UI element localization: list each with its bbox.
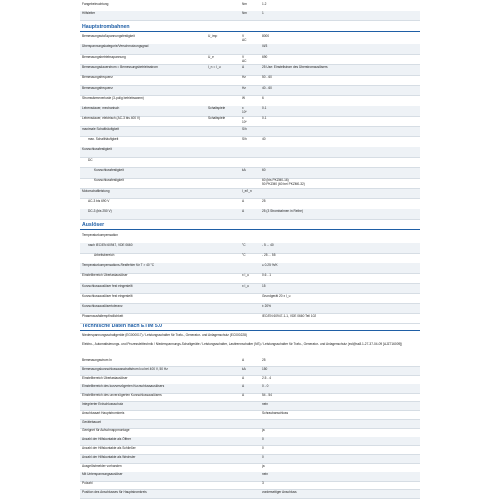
spec-label: Bemessungsstrom In	[82, 358, 112, 362]
spec-row	[80, 233, 420, 244]
spec-value: 25	[262, 358, 266, 362]
spec-value: 25 Use: Einstellstrom des Überstromauslösers	[262, 64, 328, 69]
section-title-hauptstrombahnen: Hauptstrombahnen	[82, 24, 130, 30]
spec-unit: I_e/I_n	[242, 188, 252, 193]
spec-label: Einstellbereich Überlastauslöser	[82, 273, 128, 278]
spec-unit: A	[242, 375, 245, 380]
spec-label: Mit Unterspannungsauslöser	[82, 472, 123, 477]
spec-unit: V AC	[242, 54, 247, 63]
spec-label: Überspannungskategorie/Verschmutzungsgrad	[82, 44, 149, 49]
spec-row	[80, 199, 420, 210]
section-divider	[80, 330, 420, 331]
spec-label: Einstellbereich Überlastauslöser	[82, 375, 128, 380]
spec-label: Temperaturkompensation	[82, 233, 118, 237]
spec-label: Motorschaltleistung	[82, 188, 110, 193]
spec-value: 8000	[262, 34, 270, 38]
spec-value: - 25 ... 55	[262, 253, 276, 258]
spec-symbol: I_n = I_u	[208, 64, 221, 69]
spec-row	[80, 253, 420, 264]
spec-unit: V AC	[242, 34, 247, 42]
spec-value: 0 - 0	[262, 384, 269, 389]
spec-row	[80, 44, 420, 55]
spec-unit: S/h	[242, 126, 247, 131]
spec-row	[80, 294, 420, 305]
section-title-etim: Technische Daten nach ETIM 5.0	[82, 323, 163, 329]
spec-unit: x 10⁶	[242, 106, 247, 115]
spec-value: 60 (bis PKZM0-16) 50 PKZM0 (60 bei PKZM0-32)	[262, 178, 305, 187]
spec-value: 0	[262, 454, 264, 459]
spec-row	[80, 116, 420, 127]
spec-value: 50 - 60	[262, 75, 272, 80]
spec-row	[80, 147, 420, 158]
spec-unit: °C	[242, 243, 246, 248]
spec-unit: A	[242, 64, 245, 69]
section-divider	[80, 229, 420, 230]
spec-unit: Nm	[242, 11, 247, 15]
spec-label: Bemessungsfrequenz	[82, 75, 113, 80]
spec-label: Anzahl der Hilfskontakte als Wechsler	[82, 454, 136, 459]
spec-label: DC	[88, 157, 93, 162]
spec-value: Grundgerät 20 x I_u	[262, 293, 291, 298]
spec-symbol: Schaltspiele	[208, 106, 226, 111]
spec-value: Schraubanschluss	[262, 410, 289, 415]
spec-label: Bemessungskurzschlussausschaltstrom Icu bei 400 V, 50 Hz	[82, 366, 168, 371]
spec-unit: A	[242, 384, 245, 389]
spec-value: vorderseitiger Anschluss	[262, 490, 297, 494]
spec-label: Kurzschlussauslöser fest eingestellt	[82, 293, 133, 298]
spec-value: ± 20%	[262, 303, 272, 308]
spec-row	[80, 263, 420, 274]
spec-label: Gerätebauart	[82, 419, 101, 424]
spec-label: Ausgelöstmelder vorhanden	[82, 463, 122, 468]
spec-row	[80, 55, 420, 66]
spec-label: AC-3 bis 690 V	[88, 198, 110, 203]
etim-class-text: Niederspannungsschaltgeräte (EG000017) / Leistungsschalter für Trafo-, Generator- und Anlagenschutz (EC000228)	[82, 333, 247, 337]
spec-row	[80, 96, 420, 107]
spec-value: ja	[262, 428, 265, 433]
spec-row	[80, 284, 420, 295]
spec-row	[80, 209, 420, 220]
spec-value: 60	[262, 167, 266, 172]
spec-label: Kurzschlussauslöser fest eingestellt	[82, 283, 133, 288]
spec-label: Lebensdauer, elektrisch (AC-3 bis 400 V)	[82, 116, 141, 121]
spec-value: 690	[262, 54, 268, 59]
datasheet	[80, 0, 420, 500]
spec-label: maximale Schalthäufigkeit	[82, 126, 120, 131]
spec-value: 0.6 - 1	[262, 273, 272, 278]
spec-label: Kurzschlussfestigkeit	[94, 178, 124, 183]
etim-eclass-text: Elektro-, Automatisierungs- und Prozessleittechnik / Niederspannungs-Schaltgeräte / Leistungsschalter, Lasttrennschalter (NS) / Leistungsschalter für Trafo-, Generator- und Anlagenschutz (ecl@ss8.1-27-37-04-09 [AJZ716009])	[82, 342, 403, 346]
spec-label: Kurzschlussauslösertoleranz	[82, 303, 123, 308]
spec-row	[80, 490, 420, 499]
spec-value: 40	[262, 137, 266, 141]
spec-label: Geeignet für Aufschnappmontage	[82, 428, 130, 433]
spec-unit: W	[242, 95, 246, 100]
spec-row	[80, 65, 420, 76]
spec-label: Temperaturkompensations-Restfehler für T > 40 °C	[82, 263, 155, 268]
spec-value: 0	[262, 437, 264, 442]
spec-label: Hilfsleiter	[82, 11, 96, 15]
spec-label: Bemessungsbetriebsspannung	[82, 54, 126, 59]
section-divider	[80, 31, 420, 32]
spec-label: Bemessungsstoßspannungsfestigkeit	[82, 34, 135, 38]
spec-label: Integrierter Erdschlussschutz	[82, 402, 124, 406]
spec-unit: A	[242, 209, 245, 214]
spec-label: Bemessungsfrequenz	[82, 85, 113, 90]
spec-unit: kA	[242, 167, 246, 172]
spec-row	[80, 11, 420, 21]
spec-value: 25 (3 Strombahnen in Reihe)	[262, 209, 303, 214]
spec-label: Anzahl der Hilfskontakte als Öffner	[82, 437, 132, 442]
spec-label: Kurzschlussfestigkeit	[82, 147, 112, 152]
spec-label: Arbeitsbereich	[94, 253, 115, 258]
spec-row	[80, 34, 420, 45]
spec-unit: °C	[242, 253, 246, 258]
spec-label: nach IEC/EN 60947, VDE 0660	[88, 243, 133, 248]
spec-unit: A	[242, 198, 245, 203]
spec-value: 6	[262, 95, 264, 100]
spec-row	[80, 243, 420, 254]
spec-value: 54 - 54	[262, 393, 272, 398]
spec-label: Bemessungsdauerstrom = Bemessungsbetriebsstrom	[82, 64, 158, 69]
spec-value: 40 - 60	[262, 85, 272, 90]
spec-value: 0.1	[262, 116, 267, 121]
spec-label: Einstellbereich des kurzverzögerten Kurzschlussauslösers	[82, 384, 165, 389]
spec-row	[80, 106, 420, 117]
spec-value: 25	[262, 198, 266, 203]
spec-value: 2.5 - 4	[262, 375, 272, 380]
spec-row	[80, 158, 420, 169]
spec-value: 3	[262, 481, 264, 486]
spec-label: Position des Anschlusses für Hauptstromkreis	[82, 490, 147, 494]
spec-symbol: Schaltspiele	[208, 116, 226, 121]
spec-value: ≤ 0.25 %/K	[262, 263, 278, 268]
spec-value: III/3	[262, 44, 268, 49]
spec-value: 150	[262, 366, 268, 371]
spec-label: DC-3 (bis 250 V)	[88, 209, 112, 214]
spec-label: Einstellbereich des unverzögerten Kurzschlussauslösers	[82, 393, 162, 398]
spec-symbol: U_imp	[208, 34, 218, 38]
spec-unit: Hz	[242, 75, 246, 80]
spec-row	[80, 189, 420, 200]
spec-symbol: U_e	[208, 54, 214, 59]
spec-value: 0	[262, 446, 264, 450]
spec-unit: Hz	[242, 85, 246, 90]
spec-value: nein	[262, 472, 269, 477]
spec-label: Lebensdauer, mechanisch	[82, 106, 120, 111]
spec-value: 0.1	[262, 106, 267, 111]
spec-label: Polzahl	[82, 481, 93, 486]
spec-row	[80, 304, 420, 315]
spec-row	[80, 168, 420, 179]
section-title-ausloeser: Auslöser	[82, 222, 105, 228]
spec-row	[80, 314, 420, 325]
spec-unit: A	[242, 393, 245, 398]
spec-unit: kA	[242, 366, 246, 371]
spec-label: Fangebeleuchtung	[82, 2, 109, 6]
spec-row	[80, 127, 420, 138]
spec-row	[80, 137, 420, 148]
spec-value: 1.2	[262, 2, 267, 6]
spec-label: Anzahl der Hilfskontakte als Schließer	[82, 446, 136, 450]
spec-row	[80, 86, 420, 97]
spec-value: 15	[262, 283, 266, 288]
spec-value: nein	[262, 402, 269, 406]
spec-unit: A	[242, 358, 245, 362]
spec-unit: x I_u	[242, 283, 249, 288]
spec-value: ja	[262, 463, 265, 468]
spec-row	[80, 178, 420, 189]
spec-label: Anschlussart Hauptstromkreis	[82, 410, 125, 415]
spec-unit: Nm	[242, 2, 247, 6]
spec-unit: x 10⁶	[242, 116, 247, 125]
spec-label: max. Schalthäufigkeit	[88, 137, 119, 141]
spec-label: Stromwärmeverluste (3-polig betriebswarm)	[82, 95, 144, 100]
spec-value: 1	[262, 11, 264, 15]
spec-row	[80, 273, 420, 284]
spec-unit: S/h	[242, 137, 247, 141]
spec-row	[80, 75, 420, 86]
spec-value: - 5 ... 40	[262, 243, 274, 248]
spec-label: Phasenausfallempfindlichkeit	[82, 313, 124, 318]
spec-value: IEC/EN 60947-1-1, VDE 0660 Teil 102	[262, 313, 317, 318]
spec-label: Kurzschlussfestigkeit	[94, 167, 124, 172]
spec-unit: x I_u	[242, 273, 249, 278]
